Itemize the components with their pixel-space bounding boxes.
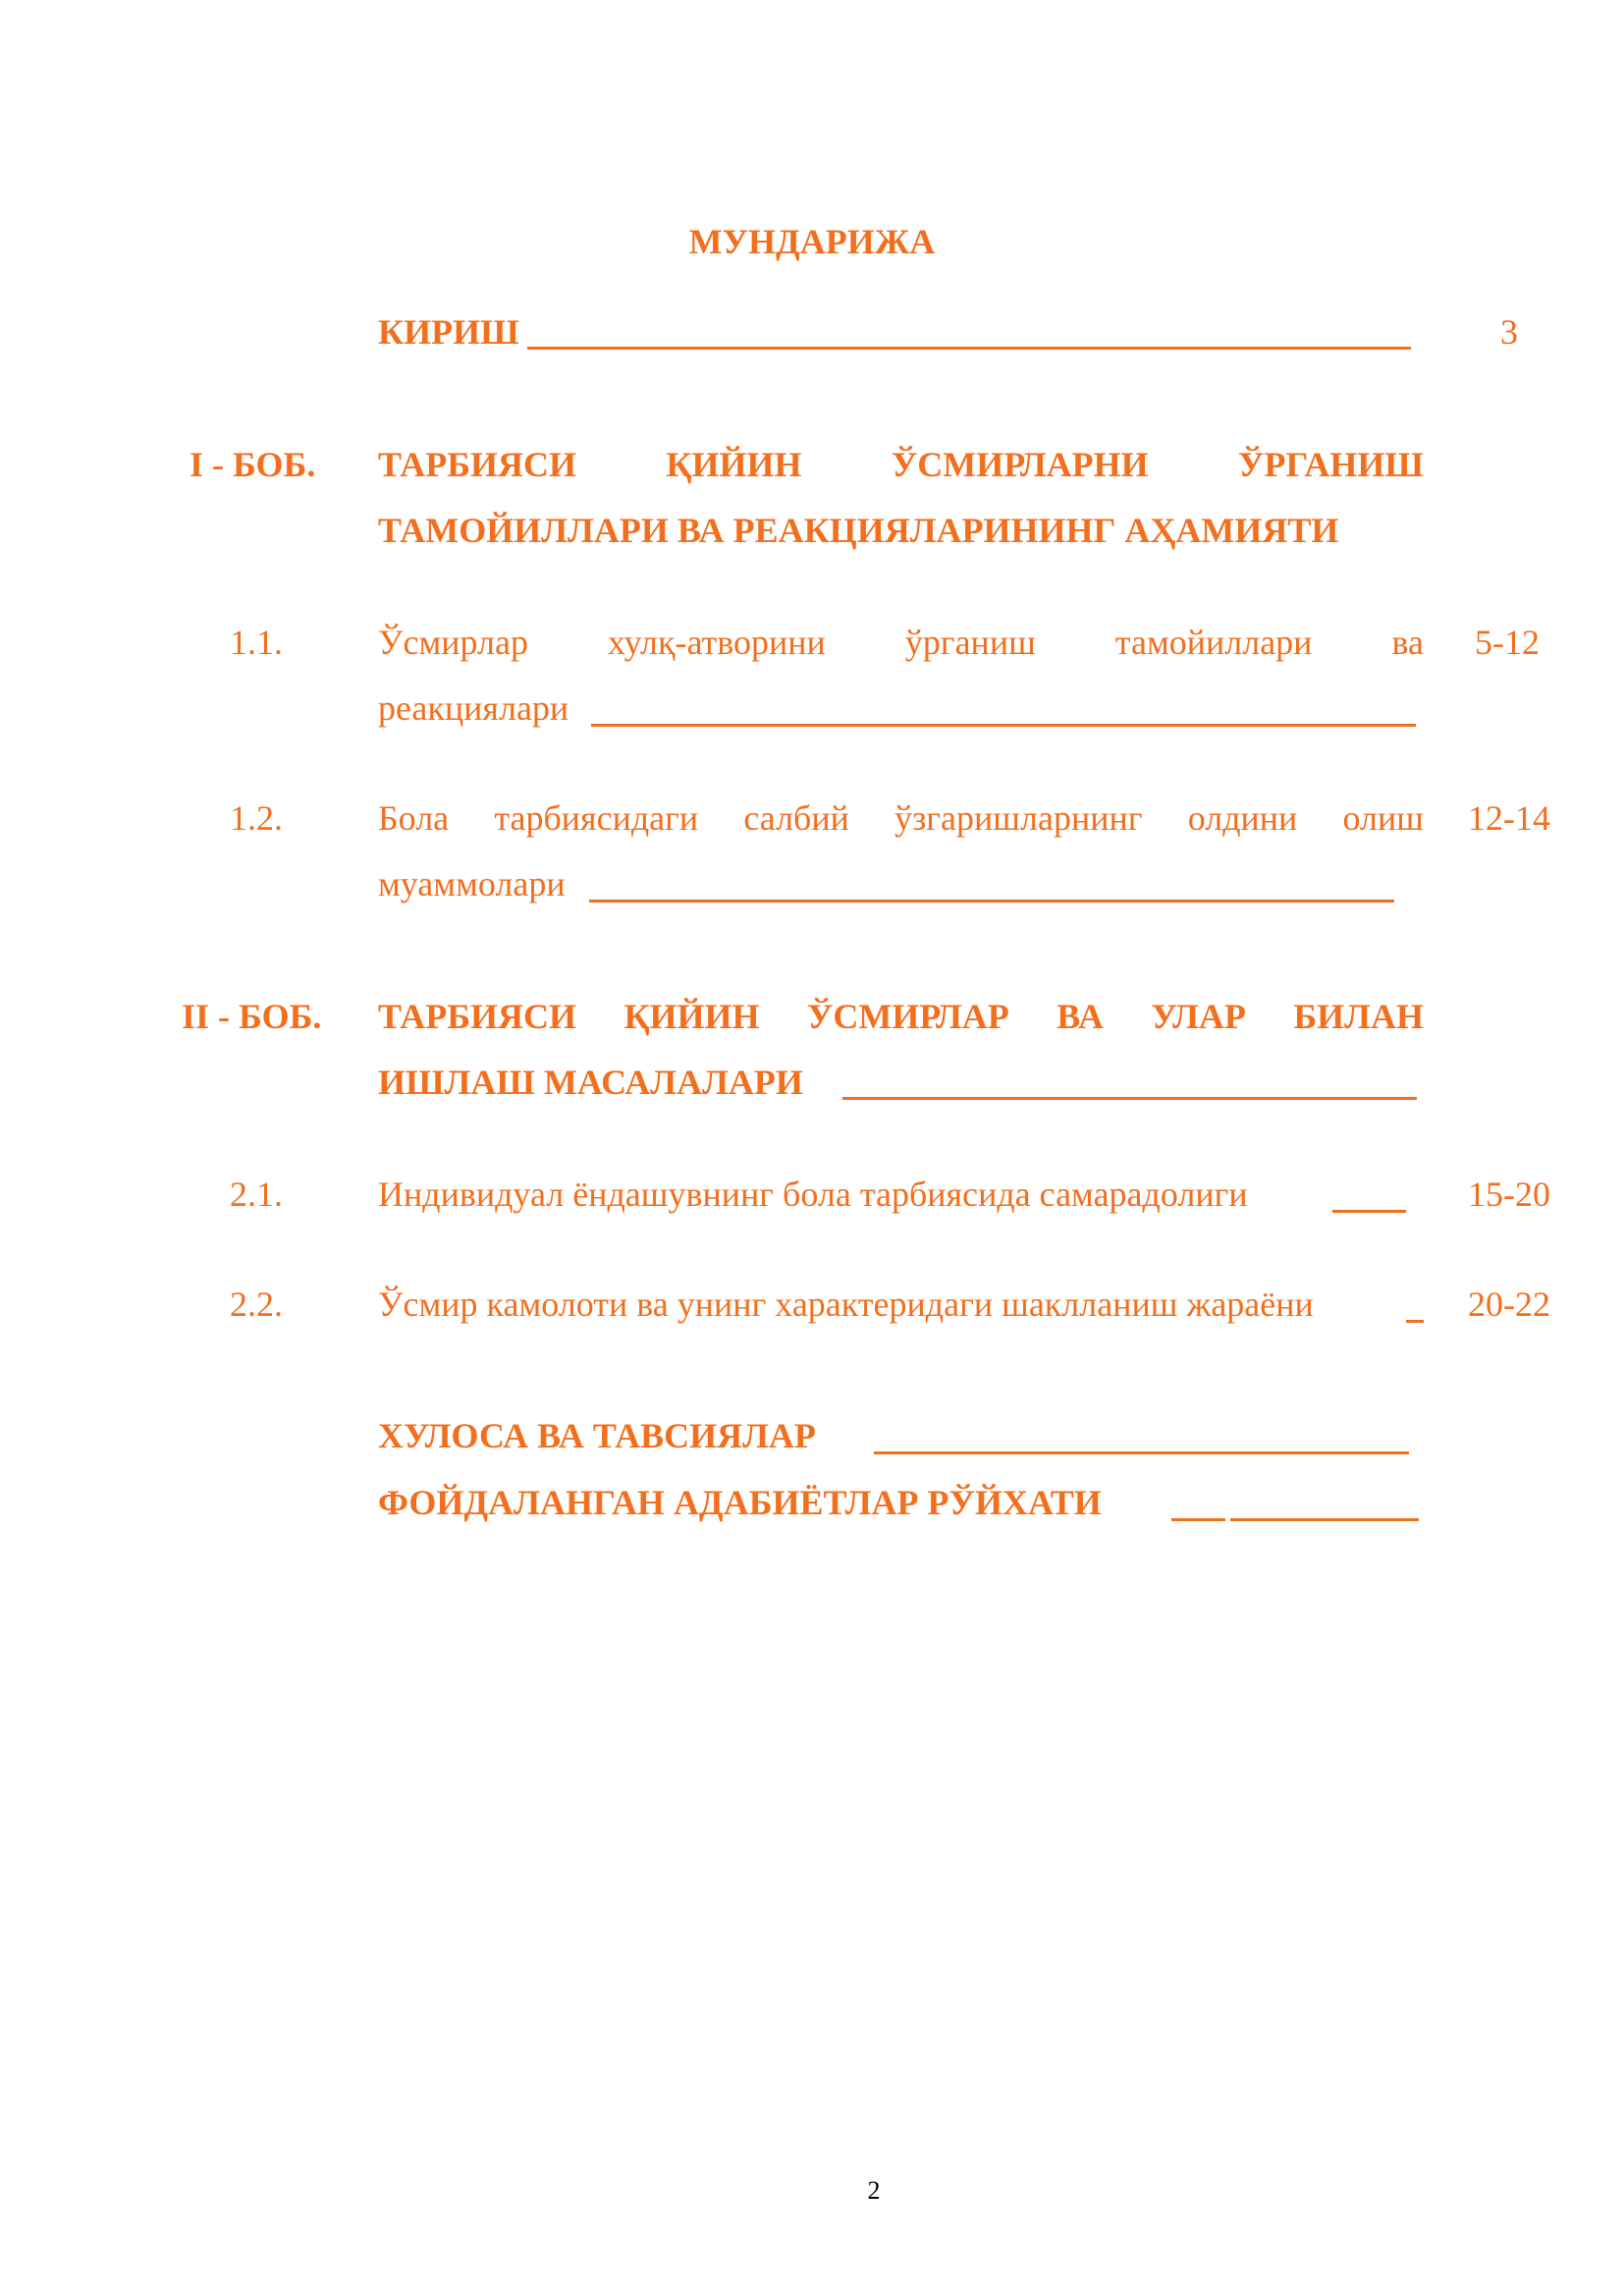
leader-line bbox=[527, 347, 1411, 350]
section-2-2-text: Ўсмир камолоти ва унинг характеридаги шаклланиш жараёни bbox=[378, 1285, 1314, 1324]
section-1-2-line1 bbox=[378, 800, 1424, 836]
chapter2-title-line2: ИШЛАШ МАСАЛАЛАРИ bbox=[378, 1063, 803, 1102]
word: ТАРБИЯСИ bbox=[378, 445, 577, 484]
word: ТАРБИЯСИ bbox=[378, 997, 577, 1036]
section-1-2-number: 1.2. bbox=[230, 798, 283, 838]
section-2-1-page: 15-20 bbox=[1468, 1175, 1550, 1214]
leader-line bbox=[591, 724, 1416, 727]
section-1-1-page: 5-12 bbox=[1475, 623, 1540, 662]
word: Бола bbox=[378, 798, 450, 838]
leader-line bbox=[1332, 1210, 1406, 1213]
word: ўрганиш bbox=[904, 623, 1036, 662]
toc-title: МУНДАРИЖА bbox=[688, 222, 936, 261]
section-2-2-number: 2.2. bbox=[230, 1285, 283, 1324]
section-2-1-text: Индивидуал ёндашувнинг бола тарбиясида самарадолиги bbox=[378, 1175, 1248, 1214]
section-2-2-page: 20-22 bbox=[1468, 1285, 1550, 1324]
leader-line bbox=[1171, 1518, 1225, 1521]
word: ЎРГАНИШ bbox=[1238, 445, 1424, 484]
intro-label: КИРИШ bbox=[378, 312, 519, 352]
chapter1-title-line1 bbox=[378, 447, 1424, 482]
section-1-1-line2: реакциялари bbox=[378, 688, 569, 728]
word: ҚИЙИН bbox=[666, 445, 802, 484]
leader-line bbox=[1230, 1518, 1419, 1521]
word: ҚИЙИН bbox=[623, 997, 760, 1036]
chapter2-number: II - БОБ. bbox=[182, 997, 322, 1036]
word: олиш bbox=[1342, 798, 1424, 838]
word: УЛАР bbox=[1151, 997, 1246, 1036]
word: Ўсмирлар bbox=[378, 623, 528, 662]
conclusion: ХУЛОСА ВА ТАВСИЯЛАР bbox=[378, 1416, 816, 1455]
leader-line bbox=[1406, 1320, 1424, 1323]
section-1-1-line1 bbox=[378, 625, 1424, 660]
section-1-2-page: 12-14 bbox=[1468, 798, 1550, 838]
leader-line bbox=[874, 1451, 1409, 1454]
word: салбий bbox=[743, 798, 849, 838]
word: ЎСМИРЛАР bbox=[806, 997, 1009, 1036]
chapter1-number: I - БОБ. bbox=[189, 445, 316, 484]
bibliography: ФОЙДАЛАНГАН АДАБИЁТЛАР РЎЙХАТИ bbox=[378, 1483, 1102, 1522]
word: БИЛАН bbox=[1293, 997, 1424, 1036]
section-1-2-line2: муаммолари bbox=[378, 864, 566, 903]
intro-page: 3 bbox=[1500, 312, 1518, 352]
leader-line bbox=[842, 1097, 1417, 1100]
section-1-1-number: 1.1. bbox=[230, 623, 283, 662]
word: ва bbox=[1391, 623, 1424, 662]
chapter2-title-line1 bbox=[378, 999, 1424, 1034]
page-number: 2 bbox=[867, 2176, 881, 2205]
word: тарбиясидаги bbox=[494, 798, 699, 838]
word: ВА bbox=[1056, 997, 1104, 1036]
word: олдини bbox=[1187, 798, 1298, 838]
chapter1-title-line2: ТАМОЙИЛЛАРИ ВА РЕАКЦИЯЛАРИНИНГ АҲАМИЯТИ bbox=[378, 511, 1339, 550]
section-2-1-number: 2.1. bbox=[230, 1175, 283, 1214]
word: хулқ-атворини bbox=[607, 623, 826, 662]
word: тамойиллари bbox=[1114, 623, 1313, 662]
word: ўзгаришларнинг bbox=[894, 798, 1143, 838]
word: ЎСМИРЛАРНИ bbox=[891, 445, 1149, 484]
leader-line bbox=[589, 900, 1394, 902]
